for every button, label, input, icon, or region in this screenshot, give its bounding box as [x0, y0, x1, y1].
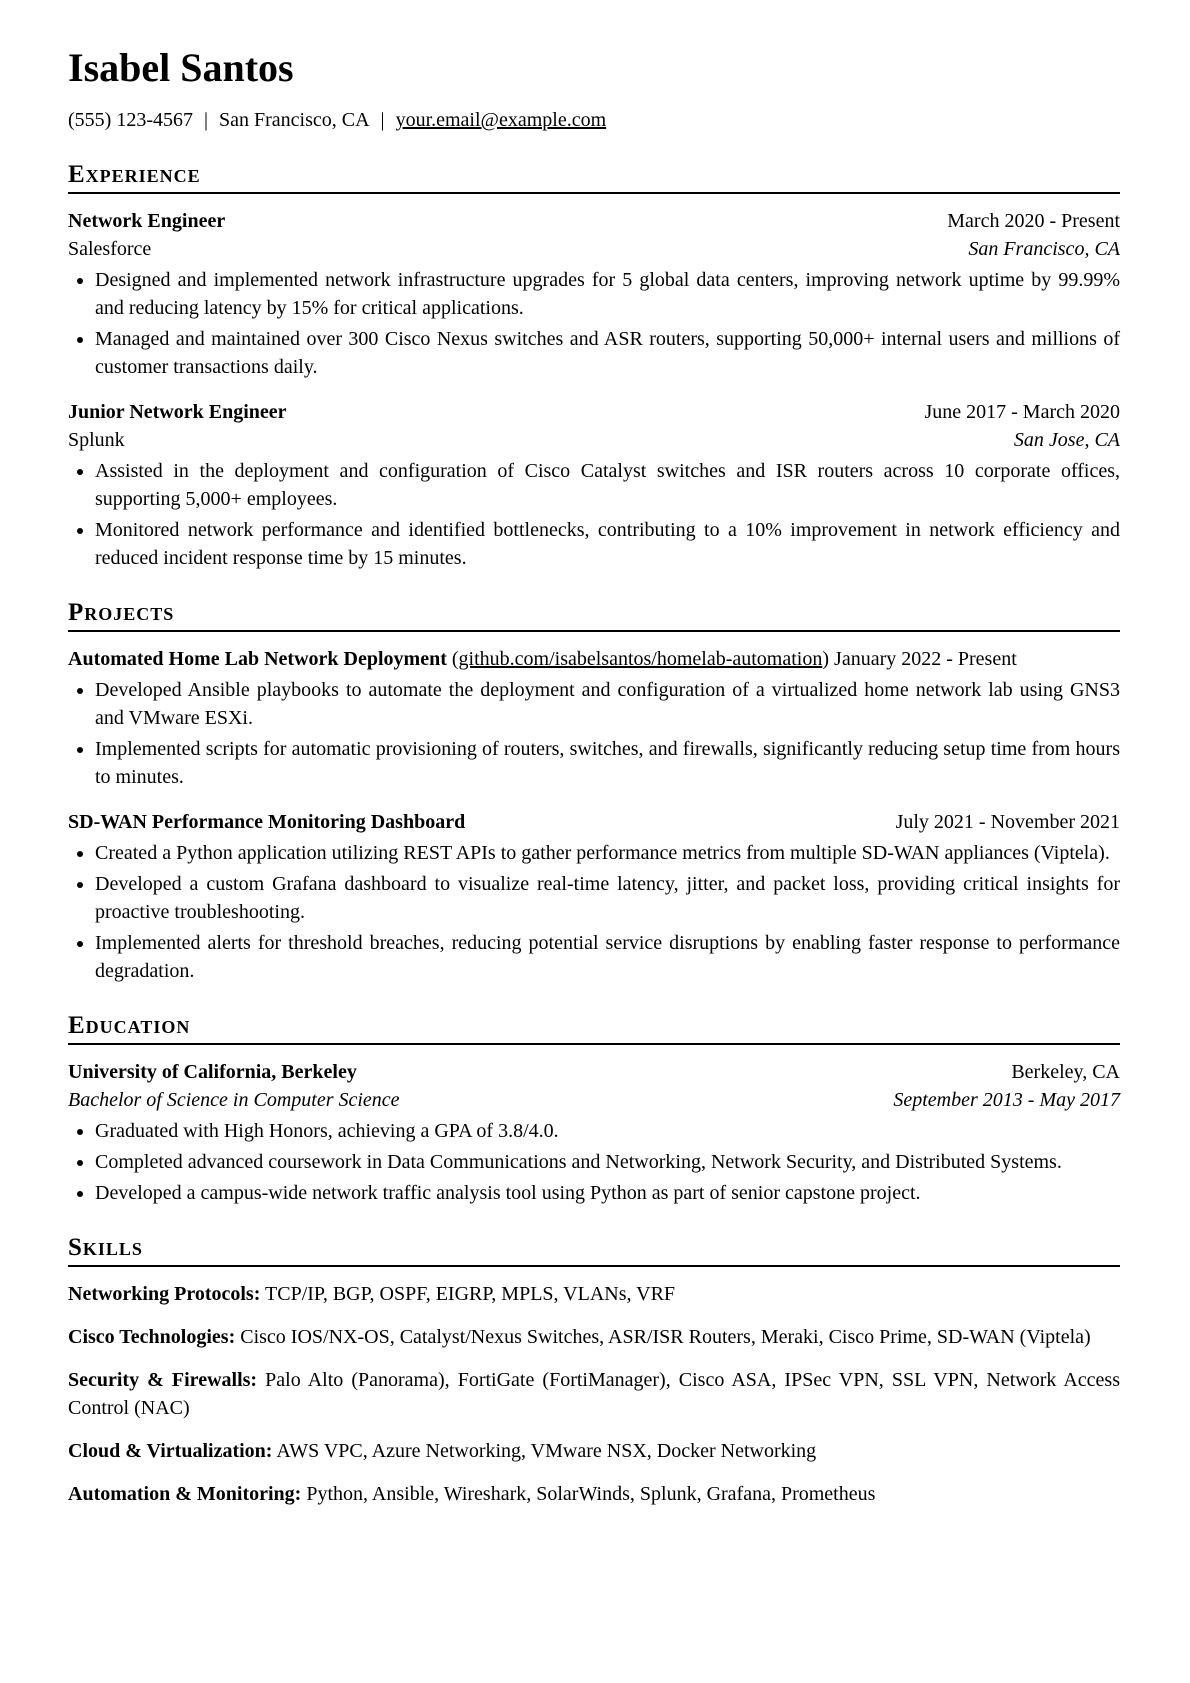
skill-line [68, 1280, 1120, 1308]
bullet-item: • Assisted in the deployment and configuration of Cisco Catalyst switches and ISR routers across 10 corporate offices, supporting 5,000+ employees. [95, 457, 1120, 513]
section-projects [68, 598, 1120, 985]
bullet-item: • Monitored network performance and identified bottlenecks, contributing to a 10% improvement in network efficiency and reduced incident response time by 15 minutes. [95, 516, 1120, 572]
project-title: SD-WAN Performance Monitoring Dashboard [68, 811, 466, 833]
project-entry [68, 645, 1120, 791]
project-bullet-list [68, 839, 1120, 985]
skill-values: Python, Ansible, Wireshark, SolarWinds, Splunk, Grafana, Prometheus [306, 1483, 876, 1505]
project-dates: July 2021 - November 2021 [895, 811, 1120, 833]
project-title: Automated Home Lab Network Deployment [68, 648, 447, 670]
job-bullet-list [68, 266, 1120, 381]
email-link[interactable]: your.email@example.com [395, 109, 607, 131]
experience-entry [68, 207, 1120, 381]
education-entry [68, 1058, 1120, 1207]
bullet-item: • Designed and implemented network infrastructure upgrades for 5 global data centers, improving network uptime by 99.99% and reducing latency by 15% for critical applications. [95, 266, 1120, 322]
bullet-item: • Created a Python application utilizing REST APIs to gather performance metrics from multiple SD-WAN appliances (Viptela). [95, 839, 1120, 867]
section-skills [68, 1233, 1120, 1508]
job-location: San Jose, CA [1013, 429, 1120, 451]
job-dates: June 2017 - March 2020 [924, 401, 1120, 423]
education-bullet-list [68, 1117, 1120, 1207]
project-github-link[interactable]: github.com/isabelsantos/homelab-automation [458, 648, 823, 670]
bullet-item: • Implemented scripts for automatic provisioning of routers, switches, and firewalls, significantly reducing setup time from hours to minutes. [95, 735, 1120, 791]
project-bullet-list [68, 676, 1120, 791]
company-name: Splunk [68, 429, 125, 451]
job-title: Junior Network Engineer [68, 401, 287, 423]
skill-label: Cloud & Virtualization: [68, 1440, 273, 1462]
location-text: San Francisco, CA [219, 109, 370, 131]
skill-values: Palo Alto (Panorama), FortiGate (FortiManager), Cisco ASA, IPSec VPN, SSL VPN, Network Access Control (NAC) [68, 1369, 1120, 1419]
skill-line [68, 1437, 1120, 1465]
bullet-item: • Managed and maintained over 300 Cisco Nexus switches and ASR routers, supporting 50,000+ internal users and millions of customer transactions daily. [95, 325, 1120, 381]
skill-label: Networking Protocols: [68, 1283, 261, 1305]
skill-label: Security & Firewalls: [68, 1369, 258, 1391]
job-dates: March 2020 - Present [947, 210, 1120, 232]
experience-entry [68, 398, 1120, 572]
degree-name: Bachelor of Science in Computer Science [68, 1089, 400, 1111]
project-header [68, 645, 1120, 673]
skill-line [68, 1480, 1120, 1508]
project-dates: January 2022 - Present [834, 648, 1017, 670]
skill-values: Cisco IOS/NX-OS, Catalyst/Nexus Switches, ASR/ISR Routers, Meraki, Cisco Prime, SD-WAN (Viptela) [240, 1326, 1091, 1348]
bullet-item: • Developed a campus-wide network traffic analysis tool using Python as part of senior capstone project. [95, 1179, 1120, 1207]
job-bullet-list [68, 457, 1120, 572]
section-title-projects: Projects [68, 598, 1120, 632]
project-entry [68, 808, 1120, 985]
bullet-item: • Developed a custom Grafana dashboard to visualize real-time latency, jitter, and packet loss, providing critical insights for proactive troubleshooting. [95, 870, 1120, 926]
job-location: San Francisco, CA [968, 238, 1120, 260]
bullet-item: • Graduated with High Honors, achieving a GPA of 3.8/4.0. [95, 1117, 1120, 1145]
paren-open: ( [451, 648, 459, 670]
company-name: Salesforce [68, 238, 152, 260]
bullet-item: • Completed advanced coursework in Data Communications and Networking, Network Security, and Distributed Systems. [95, 1148, 1120, 1176]
contact-line [68, 106, 1120, 134]
section-experience [68, 160, 1120, 572]
skill-values: AWS VPC, Azure Networking, VMware NSX, Docker Networking [276, 1440, 817, 1462]
education-dates: September 2013 - May 2017 [893, 1089, 1120, 1111]
skill-line [68, 1366, 1120, 1422]
contact-separator: | [203, 109, 208, 131]
school-location: Berkeley, CA [1011, 1061, 1120, 1083]
section-education [68, 1011, 1120, 1207]
skill-line [68, 1323, 1120, 1351]
section-title-education: Education [68, 1011, 1120, 1045]
bullet-item: • Implemented alerts for threshold breaches, reducing potential service disruptions by enabling faster response to performance degradation. [95, 929, 1120, 985]
paren-close: ) [822, 648, 830, 670]
bullet-item: • Developed Ansible playbooks to automate the deployment and configuration of a virtualized home network lab using GNS3 and VMware ESXi. [95, 676, 1120, 732]
school-name: University of California, Berkeley [68, 1061, 357, 1083]
phone-number: (555) 123-4567 [68, 109, 193, 131]
contact-separator: | [380, 109, 385, 131]
section-title-experience: Experience [68, 160, 1120, 194]
job-title: Network Engineer [68, 210, 226, 232]
section-title-skills: Skills [68, 1233, 1120, 1267]
skill-label: Cisco Technologies: [68, 1326, 236, 1348]
skill-label: Automation & Monitoring: [68, 1483, 302, 1505]
skill-values: TCP/IP, BGP, OSPF, EIGRP, MPLS, VLANs, VRF [265, 1283, 676, 1305]
resume-name: Isabel Santos [68, 45, 294, 90]
